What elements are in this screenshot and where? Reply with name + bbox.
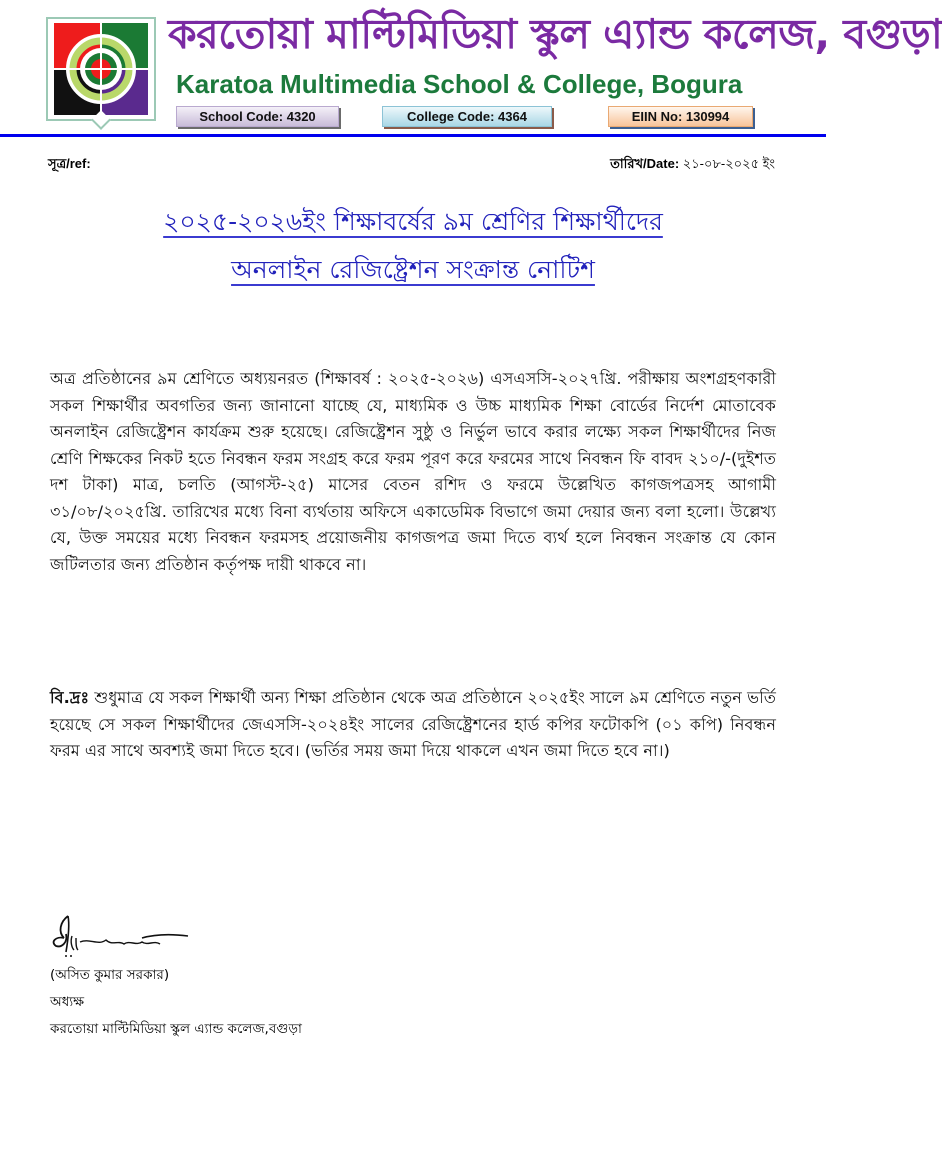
handwritten-signature-icon: [46, 912, 191, 960]
institution-logo: [46, 17, 156, 121]
notice-body-paragraph: অত্র প্রতিষ্ঠানের ৯ম শ্রেণিতে অধ্যয়নরত (শিক্ষাবর্ষ : ২০২৫-২০২৬) এসএসসি-২০২৭খ্রি. পরীক্ষায় অংশগ্রহণকারী সকল শিক্ষার্থীর অবগতির জন্য জানানো যাচ্ছে যে, মাধ্যমিক ও উচ্চ মাধ্যমিক শিক্ষা বোর্ডের নির্দেশ মোতাবেক অনলাইন রেজিষ্ট্রেশন কার্যক্রম শুরু হয়েছে। রেজিষ্ট্রেশন সুষ্ঠু ও নির্ভুল ভাবে করার লক্ষ্যে সকল শিক্ষার্থীদের নিজ শ্রেণি শিক্ষকের নিকট হতে নিবন্ধন ফরম সংগ্রহ করে ফরম পূরণ করে ফরমের সাথে নিবন্ধন ফি বাবদ ২১০/-(দুইশত দশ টাকা) মাত্র, চলতি (আগস্ট-২৫) মাসের বেতন রশিদ ও ফরমে উল্লেখিত কাগজপত্রসহ আগামী ৩১/০৮/২০২৫খ্রি. তারিখের মধ্যে বিনা ব্যর্থতায় অফিসে একাডেমিক বিভাগে জমা দেয়ার জন্য বলা হলো। উল্লেখ্য যে, উক্ত সময়ের মধ্যে নিবন্ধন ফরমসহ প্রয়োজনীয় কাগজপত্র জমা দিতে ব্যর্থ হলে নিবন্ধন সংক্রান্ত যে কোন জটিলতার জন্য প্রতিষ্ঠান কর্তৃপক্ষ দায়ী থাকবে না।: [50, 369, 776, 574]
signature-image: [46, 912, 191, 964]
date-line: [610, 155, 775, 176]
date-value: ২১-০৮-২০২৫ ইং: [682, 156, 775, 171]
date-label: তারিখ/Date:: [610, 156, 680, 171]
institution-name-english: Karatoa Multimedia School & College, Bogura: [176, 69, 743, 99]
signatory-title: অধ্যক্ষ: [50, 994, 85, 1010]
notice-heading-line-1: [0, 202, 826, 245]
logo-emblem-icon: [54, 23, 148, 115]
header-divider: [0, 134, 826, 137]
reference-label: সূত্র/ref:: [48, 156, 91, 171]
college-code-badge: College Code: 4364: [382, 106, 552, 127]
notice-heading-text-2: অনলাইন রেজিষ্ট্রেশন সংক্রান্ত নোটিশ: [231, 255, 595, 284]
note-label: বি.দ্রঃ: [50, 688, 90, 707]
signatory-institution: করতোয়া মাল্টিমিডিয়া স্কুল এ্যান্ড কলেজ,বগুড়া: [50, 1021, 302, 1037]
institution-name-bangla: করতোয়া মাল্টিমিডিয়া স্কুল এ্যান্ড কলেজ, বগুড়া: [168, 10, 942, 58]
note-text: শুধুমাত্র যে সকল শিক্ষার্থী অন্য শিক্ষা প্রতিষ্ঠান থেকে অত্র প্রতিষ্ঠানে ২০২৫ইং সালে ৯ম শ্রেণিতে নতুন ভর্তি হয়েছে সে সকল শিক্ষার্থীদের জেএসসি-২০২৪ইং সালের রেজিষ্ট্রেশনের হার্ড কপির ফটোকপি (০১ কপি) নিবন্ধন ফরম এর সাথে অবশ্যই জমা দিতে হবে। (ভর্তির সময় জমা দিয়ে থাকলে এখন জমা দিতে হবে না।): [50, 688, 776, 760]
note-paragraph: [50, 685, 776, 765]
school-code-badge: School Code: 4320: [176, 106, 339, 127]
notice-heading-line-2: [0, 250, 826, 293]
signatory-name: (অসিত কুমার সরকার): [50, 967, 170, 983]
eiin-badge: EIIN No: 130994: [608, 106, 753, 127]
notice-heading-text-1: ২০২৫-২০২৬ইং শিক্ষাবর্ষের ৯ম শ্রেণির শিক্ষার্থীদের: [163, 207, 663, 236]
